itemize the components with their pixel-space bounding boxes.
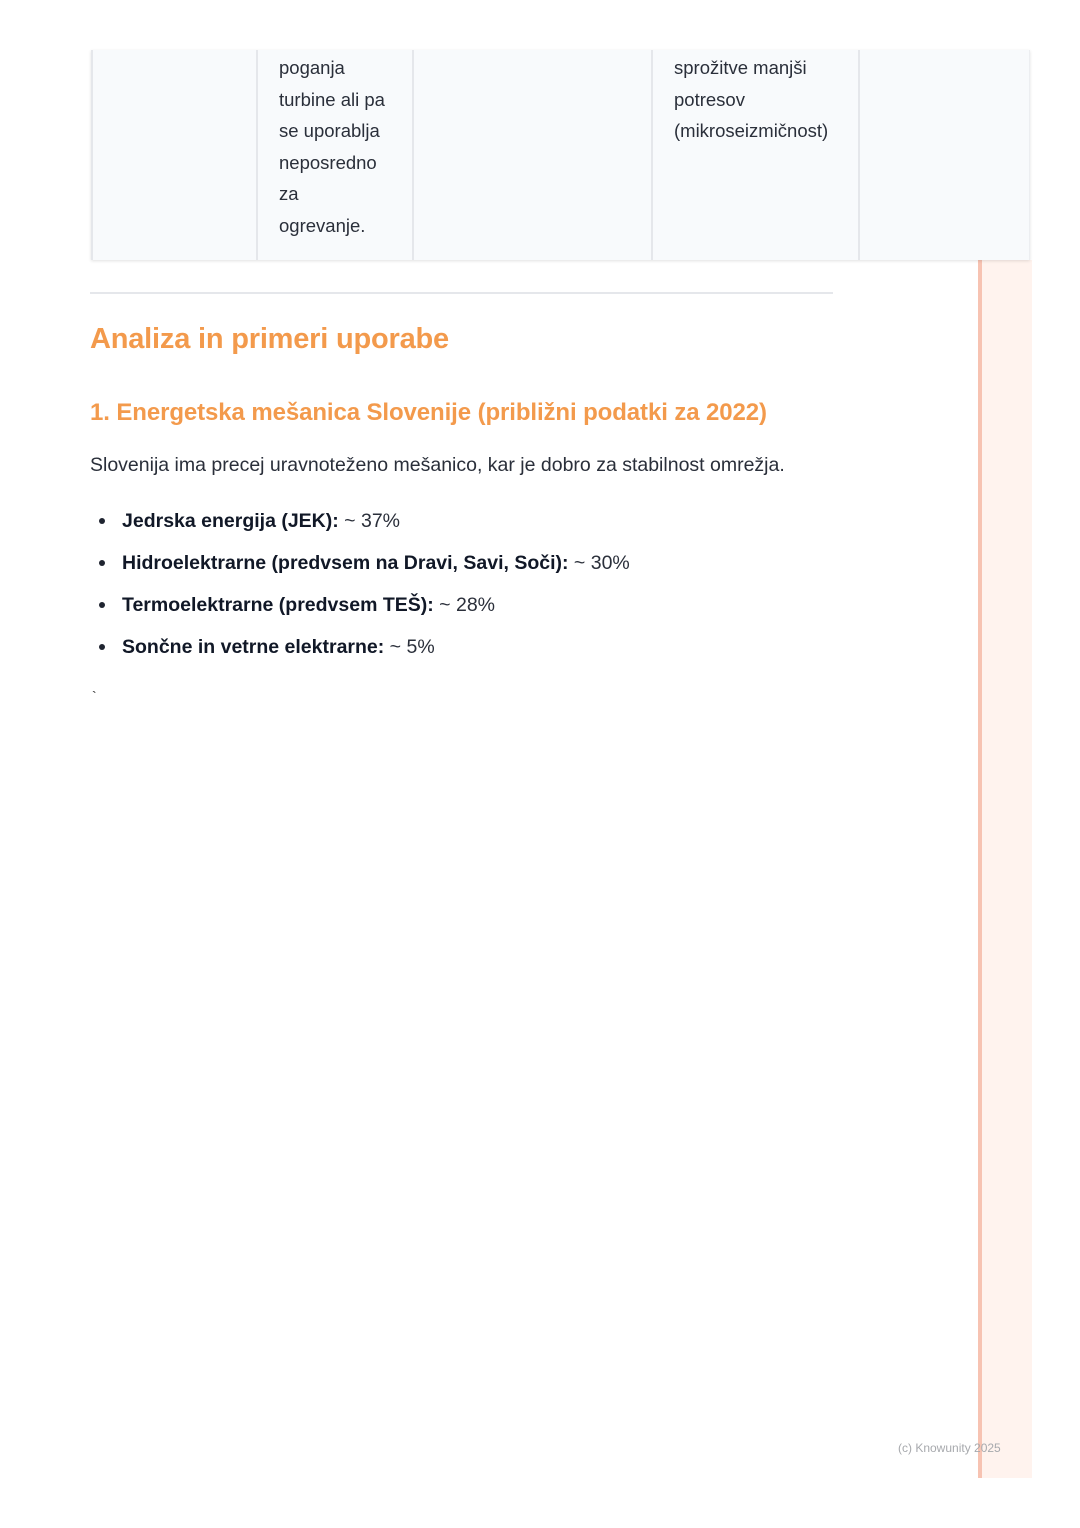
table-cell bbox=[860, 50, 1030, 260]
cell-text: ogrevanje. bbox=[279, 214, 366, 236]
item-label: Sončne in vetrne elektrarne: bbox=[122, 636, 385, 658]
copyright-footer: (c) Knowunity 2025 bbox=[898, 1441, 1001, 1455]
cell-text: turbine ali pa bbox=[279, 88, 385, 110]
horizontal-divider bbox=[90, 292, 833, 294]
cell-text: (mikroseizmičnost) bbox=[674, 120, 829, 141]
subsection-heading: 1. Energetska mešanica Slovenije (približni podatki za 2022) bbox=[90, 399, 767, 426]
table-cell bbox=[653, 50, 860, 260]
table-cell bbox=[414, 50, 653, 260]
bullet-icon bbox=[99, 644, 105, 650]
bullet-icon bbox=[99, 518, 105, 524]
stray-backtick: ` bbox=[92, 688, 97, 704]
list-item bbox=[90, 549, 630, 591]
cell-text: poganja bbox=[279, 57, 345, 78]
cell-text: sprožitve manjši bbox=[674, 57, 807, 78]
list-item bbox=[90, 507, 630, 549]
item-value: ~ 5% bbox=[384, 636, 435, 658]
cell-text: za bbox=[279, 183, 299, 204]
table-cell bbox=[258, 50, 414, 260]
cell-text: potresov bbox=[674, 88, 745, 110]
list-item bbox=[90, 591, 630, 633]
item-value: ~ 30% bbox=[568, 552, 630, 574]
energy-mix-list bbox=[90, 507, 630, 675]
side-accent-panel bbox=[978, 260, 1032, 1478]
item-value: ~ 37% bbox=[338, 510, 401, 532]
table-cell bbox=[91, 50, 258, 260]
item-label: Hidroelektrarne (predvsem na Dravi, Savi, Soči): bbox=[122, 552, 569, 574]
bullet-icon bbox=[99, 602, 105, 608]
side-accent-bar bbox=[978, 260, 982, 1478]
item-label: Jedrska energija (JEK): bbox=[122, 510, 339, 532]
cell-text: neposredno bbox=[279, 151, 377, 173]
item-label: Termoelektrarne (predvsem TEŠ): bbox=[122, 594, 434, 616]
data-table-continuation bbox=[91, 50, 1030, 260]
intro-paragraph: Slovenija ima precej uravnoteženo mešanico, kar je dobro za stabilnost omrežja. bbox=[90, 454, 785, 476]
section-heading: Analiza in primeri uporabe bbox=[90, 323, 449, 355]
list-item bbox=[90, 633, 630, 675]
item-value: ~ 28% bbox=[433, 594, 496, 616]
bullet-icon bbox=[99, 560, 105, 566]
cell-text: se uporablja bbox=[279, 120, 380, 141]
